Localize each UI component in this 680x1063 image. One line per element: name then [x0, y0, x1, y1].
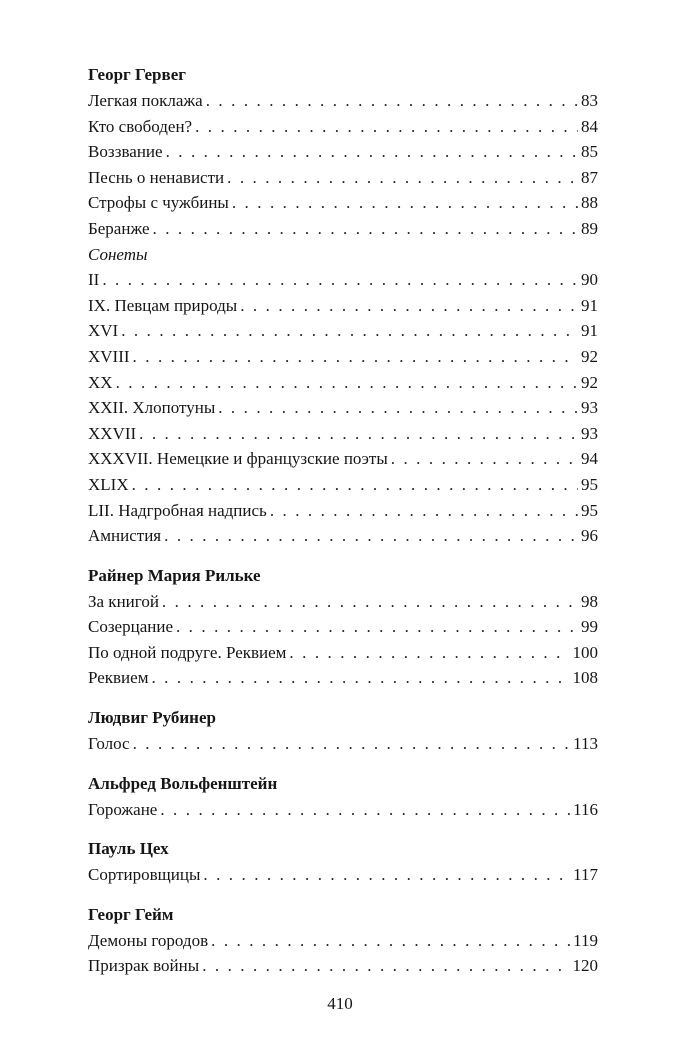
- entry-page: 83: [581, 91, 598, 110]
- dot-leader: [391, 446, 578, 472]
- entry-page: 84: [581, 116, 598, 136]
- toc-entry: [88, 640, 598, 666]
- toc-entry: [88, 88, 598, 114]
- entry-page: 108: [572, 668, 598, 688]
- entry-page: 100: [572, 642, 598, 662]
- toc-entry: [88, 165, 598, 191]
- entry-page: 91: [581, 295, 598, 315]
- entry-page: 113: [573, 734, 598, 754]
- toc-section-wolfenstein: [88, 771, 598, 823]
- dot-leader: [116, 370, 578, 396]
- entry-page: 116: [573, 799, 598, 819]
- toc-entry: [88, 139, 598, 165]
- entry-title: Реквием: [88, 668, 149, 688]
- entry-title: Строфы с чужбины: [88, 193, 229, 213]
- toc-entry: [88, 523, 598, 549]
- toc-entry: [88, 589, 598, 615]
- toc-entry: [88, 953, 598, 979]
- entry-title: Призрак войны: [88, 956, 200, 976]
- entry-page: 92: [581, 346, 598, 366]
- toc-entry: [88, 797, 598, 823]
- dot-leader: [195, 114, 578, 140]
- toc-section-zech: [88, 836, 598, 888]
- entry-title: XLIX: [88, 474, 129, 494]
- entry-page: 119: [573, 930, 598, 950]
- toc-section-rilke: [88, 563, 598, 691]
- dot-leader: [270, 498, 578, 524]
- entry-title: XX: [88, 372, 113, 392]
- toc-entry: [88, 216, 598, 242]
- entry-title: Горожане: [88, 799, 158, 819]
- dot-leader: [240, 293, 578, 319]
- entry-title: LII. Надгробная надпись: [88, 500, 267, 520]
- author-heading: Пауль Цех: [88, 839, 169, 859]
- dot-leader: [176, 614, 578, 640]
- entry-title: Амнистия: [88, 526, 162, 546]
- entry-title: Легкая поклажа: [88, 91, 203, 110]
- toc-entry: [88, 472, 598, 498]
- toc-entry: [88, 498, 598, 524]
- toc-entry: [88, 665, 598, 691]
- entry-title: Созерцание: [88, 617, 173, 637]
- entry-page: 87: [581, 167, 598, 187]
- entry-page: 92: [581, 372, 598, 392]
- dot-leader: [133, 344, 578, 370]
- dot-leader: [160, 797, 570, 823]
- entry-title: Песнь о ненависти: [88, 167, 225, 187]
- entry-title: Сортировщицы: [88, 865, 201, 885]
- toc-entry: [88, 421, 598, 447]
- toc-entry: [88, 318, 598, 344]
- entry-page: 94: [581, 449, 598, 469]
- entry-title: Воззвание: [88, 142, 163, 162]
- dot-leader: [133, 731, 571, 757]
- entry-page: 89: [581, 218, 598, 238]
- dot-leader: [232, 190, 578, 216]
- toc-entry: [88, 862, 598, 888]
- entry-page: 99: [581, 617, 598, 637]
- entry-title: Демоны городов: [88, 930, 209, 950]
- dot-leader: [121, 318, 578, 344]
- entry-page: 93: [581, 398, 598, 418]
- toc-entry: [88, 114, 598, 140]
- entry-title: XVIII: [88, 346, 130, 366]
- author-heading: Георг Гервег: [88, 65, 186, 84]
- subheading-sonnets: Сонеты: [88, 244, 148, 264]
- entry-title: XXVII: [88, 423, 137, 443]
- entry-page: 98: [581, 591, 598, 611]
- entry-page: 93: [581, 423, 598, 443]
- toc-entry: [88, 614, 598, 640]
- dot-leader: [227, 165, 578, 191]
- author-heading: Альфред Вольфенштейн: [88, 773, 278, 793]
- toc-entry: [88, 370, 598, 396]
- entry-title: II: [88, 270, 100, 290]
- dot-leader: [211, 928, 570, 954]
- toc-entry: [88, 731, 598, 757]
- entry-page: 120: [572, 956, 598, 976]
- entry-title: Кто свободен?: [88, 116, 193, 136]
- dot-leader: [139, 421, 578, 447]
- toc-section-rubiner: [88, 705, 598, 757]
- toc-section-heym: [88, 902, 598, 979]
- entry-page: 96: [581, 526, 598, 546]
- entry-page: 90: [581, 270, 598, 290]
- dot-leader: [218, 395, 578, 421]
- table-of-contents: [88, 62, 598, 979]
- entry-title: XXII. Хлопотуны: [88, 398, 216, 418]
- page-number: 410: [327, 994, 353, 1013]
- entry-page: 95: [581, 500, 598, 520]
- dot-leader: [203, 862, 570, 888]
- dot-leader: [153, 216, 578, 242]
- toc-entry: [88, 190, 598, 216]
- dot-leader: [102, 267, 578, 293]
- author-heading: Райнер Мария Рильке: [88, 565, 261, 585]
- dot-leader: [206, 88, 578, 114]
- entry-title: По одной подруге. Реквием: [88, 642, 287, 662]
- dot-leader: [151, 665, 569, 691]
- entry-title: XVI: [88, 321, 119, 341]
- author-heading: Георг Гейм: [88, 904, 174, 924]
- entry-page: 117: [573, 865, 598, 885]
- entry-title: Голос: [88, 734, 130, 754]
- dot-leader: [166, 139, 578, 165]
- dot-leader: [132, 472, 578, 498]
- toc-entry: [88, 928, 598, 954]
- dot-leader: [289, 640, 569, 666]
- entry-page: 91: [581, 321, 598, 341]
- toc-entry: [88, 446, 598, 472]
- dot-leader: [164, 523, 578, 549]
- entry-title: IX. Певцам природы: [88, 295, 238, 315]
- entry-title: XXXVII. Немецкие и французские поэты: [88, 449, 388, 469]
- toc-section-herwegh: [88, 62, 598, 549]
- entry-title: Беранже: [88, 218, 150, 238]
- entry-page: 88: [581, 193, 598, 213]
- author-heading: Людвиг Рубинер: [88, 708, 216, 728]
- toc-entry: [88, 344, 598, 370]
- entry-page: 95: [581, 474, 598, 494]
- dot-leader: [162, 589, 578, 615]
- toc-entry: [88, 293, 598, 319]
- entry-title: За книгой: [88, 591, 159, 611]
- toc-entry: [88, 395, 598, 421]
- toc-entry: [88, 267, 598, 293]
- dot-leader: [202, 953, 569, 979]
- entry-page: 85: [581, 142, 598, 162]
